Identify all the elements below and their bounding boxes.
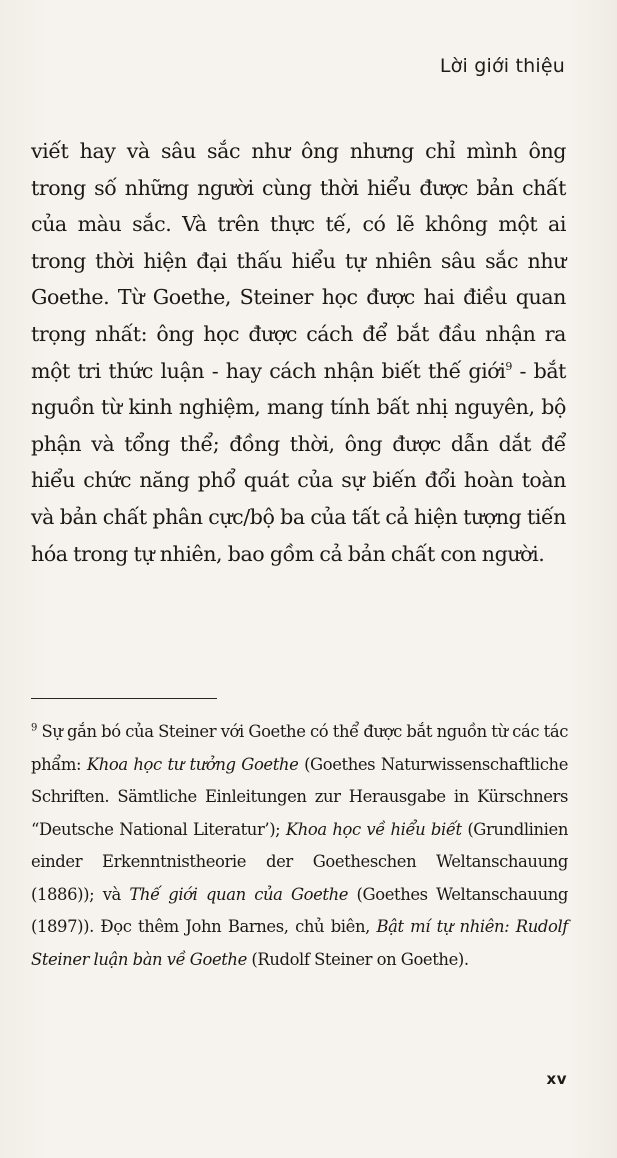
footnote-title-3: Thế giới quan của Goethe <box>129 884 349 904</box>
footnote-text-4: (Goethes Weltanschauung (1897)). Đọc thêm John Barnes, chủ biên, <box>31 884 568 936</box>
footnote-divider <box>31 698 217 699</box>
footnote-title-1: Khoa học tư tưởng Goethe <box>86 754 299 774</box>
body-paragraph <box>31 133 566 572</box>
body-text-before-note: viết hay và sâu sắc như ông nhưng chỉ mình ông trong số những người cùng thời hiểu được bản chất của màu sắc. Và trên thực tế, có lẽ không một ai trong thời hiện đại thấu hiểu tự nhiên sâu sắc như Goethe. Từ Goethe, Steiner học được hai điều quan trọng nhất: ông học được cách để bắt đầu nhận ra một tri thức luận - hay cách nhận biết thế giới <box>31 139 566 383</box>
footnote-text-1: Sự gắn bó của Steiner với Goethe có thể được bắt nguồn từ các tác phẩm: <box>31 722 568 774</box>
footnote-text-2: (Goethes Naturwissenschaftliche Schriften. Sämtliche Einleitungen zur Herausgabe in Kürschners “Deutsche National Literatur’); <box>31 754 568 839</box>
footnote-text-5: (Rudolf Steiner on Goethe). <box>246 949 469 969</box>
page-number: xv <box>546 1070 567 1088</box>
footnote-mark: 9 <box>31 722 37 734</box>
body-text-after-note: - bắt nguồn từ kinh nghiệm, mang tính bất nhị nguyên, bộ phận và tổng thể; đồng thời, ông được dẫn dắt để hiểu chức năng phổ quát của sự biến đổi hoàn toàn và bản chất phân cực/bộ ba của tất cả hiện tượng tiến hóa trong tự nhiên, bao gồm cả bản chất con người. <box>31 358 566 566</box>
footnote-title-2: Khoa học về hiểu biết <box>285 819 462 839</box>
footnote-text-3: (Grundlinien einder Erkenntnistheorie der Goetheschen Weltanschauung (1886)); và <box>31 819 568 904</box>
footnote-reference: 9 <box>505 359 512 373</box>
footnote <box>31 716 568 976</box>
footnote-title-4: Bật mí tự nhiên: Rudolf Steiner luận bàn về Goethe <box>31 917 568 969</box>
running-head: Lời giới thiệu <box>439 55 565 77</box>
